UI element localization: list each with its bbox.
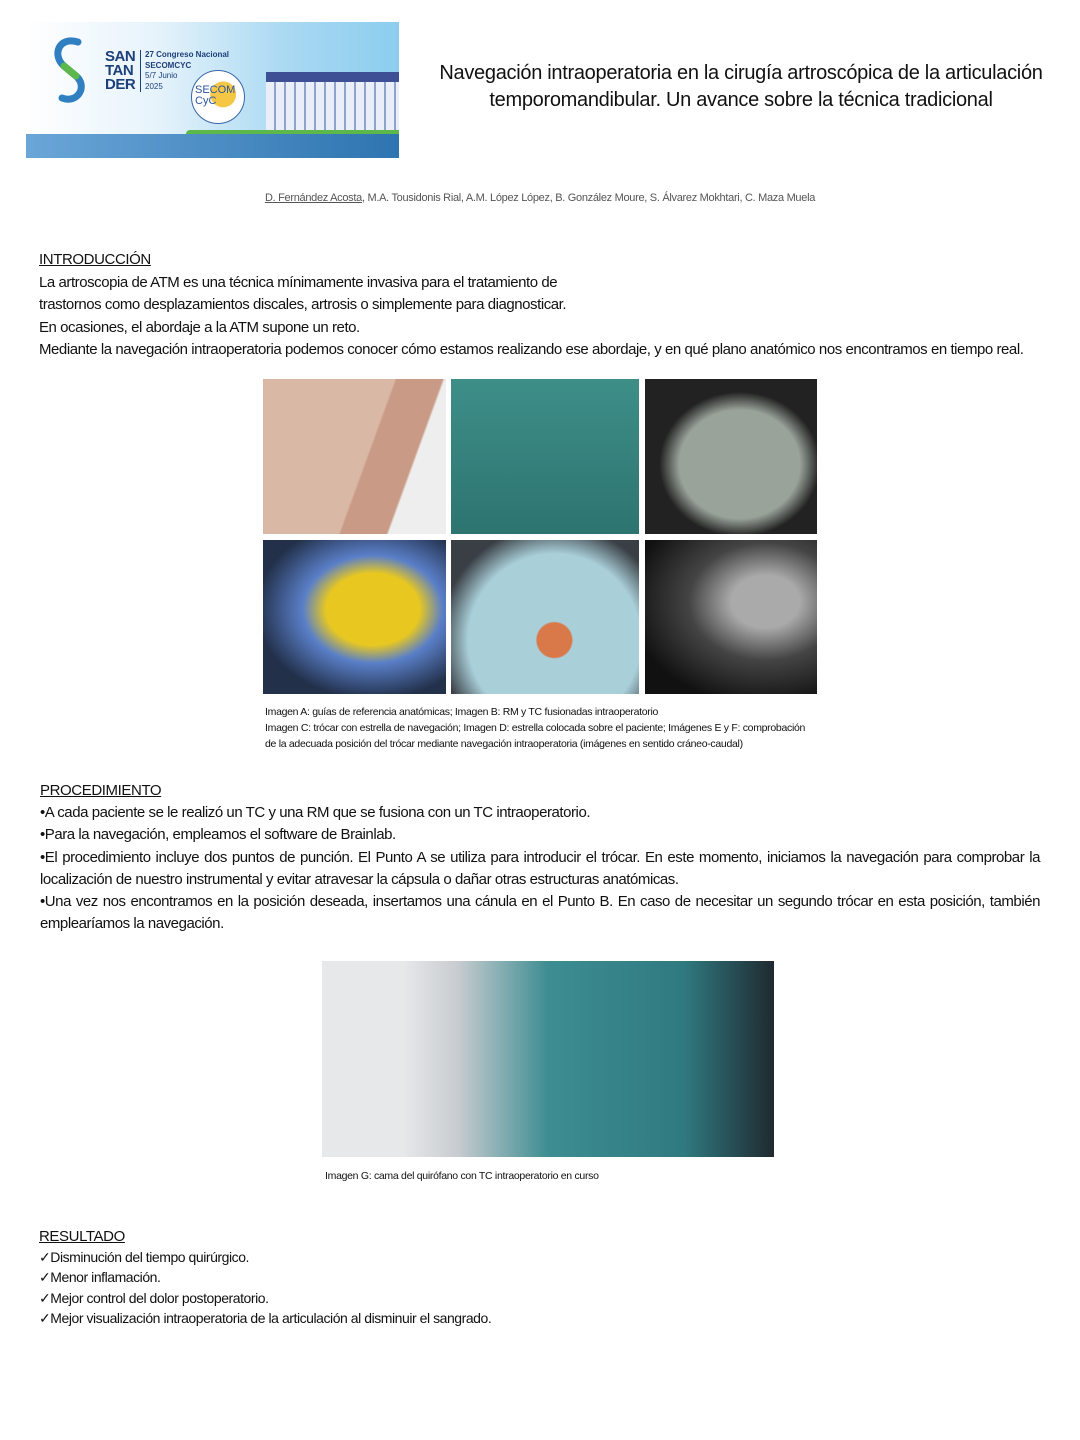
procedure-list xyxy=(40,802,1040,936)
procedure-item: •Para la navegación, empleamos el software de Brainlab. xyxy=(40,826,396,844)
procedure-heading: PROCEDIMIENTO xyxy=(40,782,162,799)
image-a-patient-face xyxy=(263,379,446,534)
figure2-caption: Imagen G: cama del quirófano con TC intraoperatorio en curso xyxy=(325,1170,599,1182)
intro-text: La artroscopia de ATM es una técnica mínimamente invasiva para el tratamiento de trastornos como desplazamientos discales, artrosis o simplemente para diagnosticar. En ocasiones, el abordaje a la ATM supone un reto. Mediante la navegación intraoperatoria podemos conocer cómo estamos realizando ese abordaje, y en qué plano anatómico nos encontramos en tiempo real. xyxy=(39,274,1024,358)
procedure-item: •Una vez nos encontramos en la posición deseada, insertamos una cánula en el Punto B. En caso de necesitar un segundo trócar en esta posición, también emplearíamos la navegación. xyxy=(40,893,1040,933)
image-d-navigation-star xyxy=(451,540,639,694)
palace-illustration xyxy=(266,72,399,134)
santander-s-logo-icon xyxy=(48,36,92,104)
results-list xyxy=(39,1247,491,1328)
image-b-fused-mri-ct xyxy=(263,540,446,694)
secomcyc-logo: SECOM CyC xyxy=(191,70,245,124)
procedure-item: •El procedimiento incluye dos puntos de punción. El Punto A se utiliza para introducir el trócar. En este momento, iniciamos la navegación para comprobar la localización de nuestro instrumental y evitar atravesar la cápsula o dañar otras estructuras anatómicas. xyxy=(40,848,1040,888)
congress-info: 27 Congreso Nacional SECOMCYC 5/7 Junio 2025 xyxy=(140,50,229,92)
image-g-operating-room-ct xyxy=(322,961,774,1157)
results-heading: RESULTADO xyxy=(39,1228,125,1245)
city-name: SAN TAN DER xyxy=(105,48,136,93)
intro-heading: INTRODUCCIÓN xyxy=(39,251,151,268)
image-e-ct-scan xyxy=(645,379,817,534)
result-item: ✓Mejor control del dolor postoperatorio. xyxy=(39,1289,269,1306)
congress-banner xyxy=(26,22,399,158)
figure1-caption: Imagen A: guías de referencia anatómicas; Imagen B: RM y TC fusionadas intraoperatorio Imagen C: trócar con estrella de navegación; Imagen D: estrella colocada sobre el paciente; Imágenes E y F: comprobación de la adecuada posición del trócar mediante navegación intraoperatoria (imágenes en sentido cráneo-caudal) xyxy=(265,706,806,750)
authors: D. Fernández Acosta, M.A. Tousidonis Rial, A.M. López López, B. González Moure, S. Álvarez Mokhtari, C. Maza Muela xyxy=(264,192,816,204)
image-f-ct-scan xyxy=(645,540,817,694)
result-item: ✓Mejor visualización intraoperatoria de la articulación al disminuir el sangrado. xyxy=(39,1309,492,1326)
poster-title: Navegación intraoperatoria en la cirugía artroscópica de la articulación temporomandibular. Un avance sobre la técnica tradicional xyxy=(439,62,1043,111)
result-item: ✓Menor inflamación. xyxy=(39,1269,161,1286)
image-c-trocar xyxy=(451,379,639,534)
result-item: ✓Disminución del tiempo quirúrgico. xyxy=(39,1249,249,1265)
procedure-item: •A cada paciente se le realizó un TC y una RM que se fusiona con un TC intraoperatorio. xyxy=(40,804,591,821)
